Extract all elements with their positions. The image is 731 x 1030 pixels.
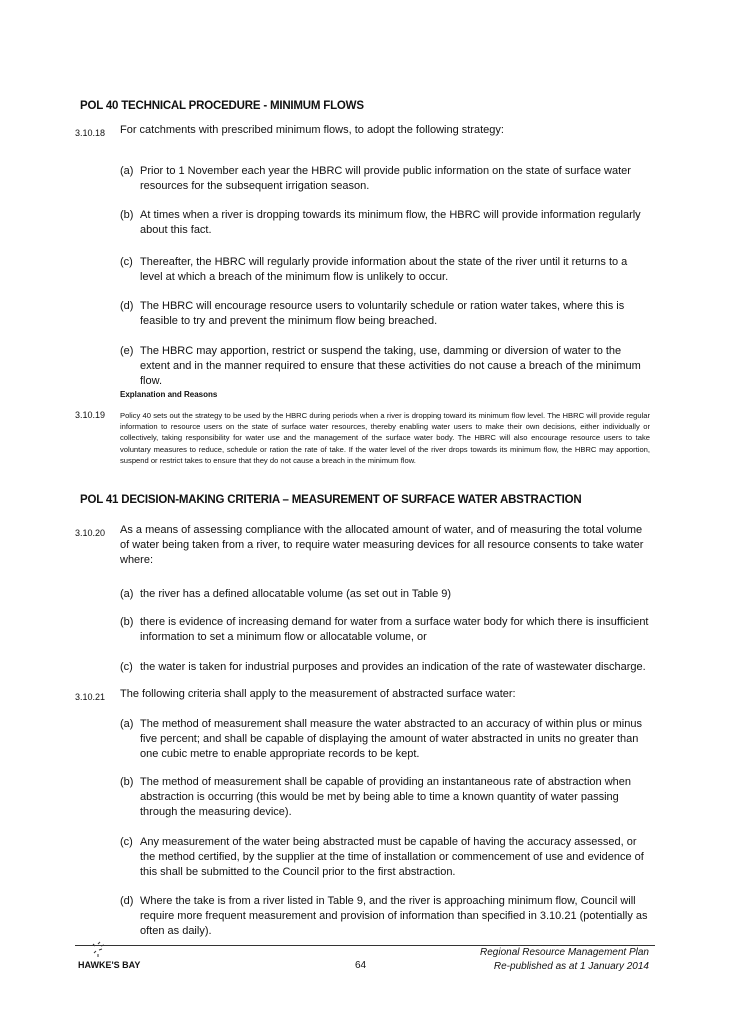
item-text: there is evidence of increasing demand for water from a surface water body for which there is insufficient information to set a minimum flow or allocatable volume, or bbox=[140, 616, 649, 643]
list-item bbox=[120, 615, 650, 645]
item-text: Prior to 1 November each year the HBRC will provide public information on the state of surface water resources for the subsequent irrigation season. bbox=[140, 165, 631, 192]
list-item bbox=[120, 587, 650, 602]
paragraph-text: As a means of assessing compliance with the allocated amount of water, and of measuring the total volume of water being taken from a river, to require water measuring devices for all resource consents to take water where: bbox=[120, 524, 644, 566]
item-label: (a) bbox=[120, 718, 134, 730]
item-label: (c) bbox=[120, 256, 133, 268]
list-item bbox=[120, 717, 650, 762]
item-text: The method of measurement shall measure the water abstracted to an accuracy of within plus or minus five percent; and shall be capable of displaying the amount of water abstracted in units no greater than one cubic metre to enable appropriate records to be kept. bbox=[140, 718, 642, 760]
paragraph-number: 3.10.20 bbox=[75, 528, 106, 538]
paragraph-text: The following criteria shall apply to the measurement of abstracted surface water: bbox=[120, 688, 516, 700]
list-item bbox=[120, 299, 650, 329]
item-text: The HBRC may apportion, restrict or suspend the taking, use, damming or diversion of water to the extent and in the manner required to ensure that these activities do not cause a breach of the minimum flow. bbox=[140, 345, 641, 387]
explanation-heading: Explanation and Reasons bbox=[120, 390, 218, 399]
list-item bbox=[120, 894, 650, 939]
paragraph-3-10-19 bbox=[75, 410, 650, 466]
item-text: Thereafter, the HBRC will regularly provide information about the state of the river until it returns to a level at which a breach of the minimum flow is unlikely to occur. bbox=[140, 256, 628, 283]
republished-date: Re-published as at 1 January 2014 bbox=[493, 961, 649, 972]
item-text: Where the take is from a river listed in Table 9, and the river is approaching minimum flow, Council will require more frequent measurement and provision of information than specified in 3.10.21 (potentially as often as daily). bbox=[140, 895, 648, 937]
item-text: The HBRC will encourage resource users to voluntarily schedule or ration water takes, where this is feasible to try and prevent the minimum flow being breached. bbox=[140, 300, 625, 327]
item-label: (d) bbox=[120, 300, 134, 312]
paragraph-number: 3.10.19 bbox=[75, 410, 106, 420]
item-text: The method of measurement shall be capable of providing an instantaneous rate of abstraction when abstraction is occurring (this would be met by being able to time a known quantity of water passing through the measuring device). bbox=[140, 776, 632, 818]
item-label: (b) bbox=[120, 776, 134, 788]
item-text: the water is taken for industrial purposes and provides an indication of the rate of wastewater discharge. bbox=[140, 661, 646, 673]
item-label: (a) bbox=[120, 165, 134, 177]
paragraph-number: 3.10.21 bbox=[75, 692, 106, 702]
item-text: the river has a defined allocatable volume (as set out in Table 9) bbox=[140, 588, 452, 600]
item-label: (b) bbox=[120, 616, 134, 628]
item-label: (c) bbox=[120, 661, 133, 673]
list-item bbox=[120, 255, 650, 285]
item-label: (e) bbox=[120, 345, 134, 357]
paragraph-text: For catchments with prescribed minimum flows, to adopt the following strategy: bbox=[120, 124, 504, 136]
hawkes-bay-logo bbox=[78, 940, 158, 980]
pol41-heading: POL 41 DECISION-MAKING CRITERIA – MEASUREMENT OF SURFACE WATER ABSTRACTION bbox=[80, 494, 582, 506]
paragraph-text: Policy 40 sets out the strategy to be used by the HBRC during periods when a river is dropping toward its minimum flow level. The HBRC will provide regular information to resource users on the state of surface water resources, thereby enabling water users to make their own decisions, either individually or collectively, taking responsibility for water use and the management of the surface water body. The HBRC will also encourage resource users to take voluntary measures to reduce, schedule or ration the rate of take. If the water level of the river drops towards its minimum flow, the HBRC may apportion, suspend or restrict takes to ensure that they do not cause a breach in the minimum flow. bbox=[120, 411, 650, 465]
paragraph-3-10-21 bbox=[75, 687, 650, 702]
footer-plan-info bbox=[480, 946, 649, 974]
list-item bbox=[120, 660, 650, 675]
item-label: (a) bbox=[120, 588, 134, 600]
list-item bbox=[120, 835, 650, 880]
item-text: Any measurement of the water being abstracted must be capable of having the accuracy assessed, or the method certified, by the supplier at the time of installation or commencement of use and evidence of this shall be submitted to the Council prior to the first abstraction. bbox=[140, 836, 644, 878]
paragraph-number: 3.10.18 bbox=[75, 128, 106, 138]
item-text: At times when a river is dropping towards its minimum flow, the HBRC will provide information regularly about this fact. bbox=[140, 209, 641, 236]
paragraph-3-10-18 bbox=[75, 123, 650, 138]
plan-title: Regional Resource Management Plan bbox=[480, 947, 649, 958]
paragraph-3-10-20 bbox=[75, 523, 650, 568]
list-item bbox=[120, 208, 650, 238]
item-label: (b) bbox=[120, 209, 134, 221]
pol40-heading: POL 40 TECHNICAL PROCEDURE - MINIMUM FLOWS bbox=[80, 100, 364, 112]
item-label: (d) bbox=[120, 895, 134, 907]
list-item bbox=[120, 775, 650, 820]
logo-bird-icon bbox=[78, 940, 118, 962]
item-label: (c) bbox=[120, 836, 133, 848]
logo-text: HAWKE'S BAY bbox=[78, 960, 141, 970]
list-item bbox=[120, 344, 650, 389]
list-item bbox=[120, 164, 650, 194]
page-number: 64 bbox=[355, 960, 367, 971]
